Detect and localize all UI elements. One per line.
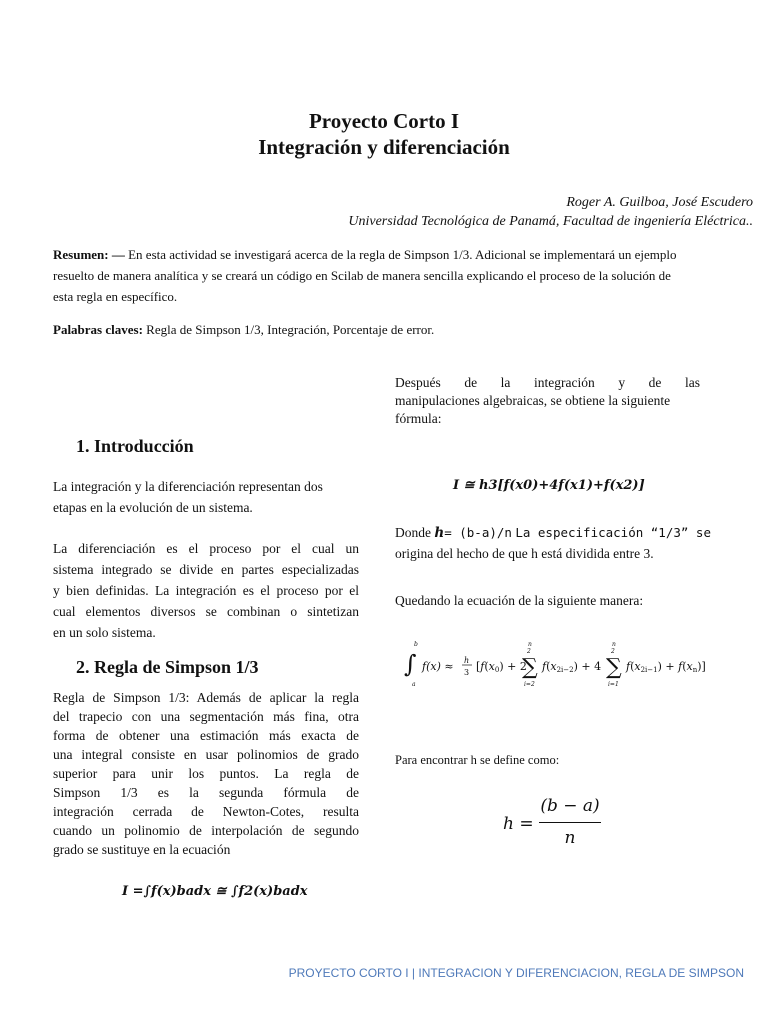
svg-text:2: 2 xyxy=(611,648,615,655)
h-formula xyxy=(503,796,613,852)
abstract-line: resuelto de manera analítica y se creará un código en Scilab de manera sencilla explicando el proceso de la solución de xyxy=(53,268,671,283)
abstract-line: esta regla en específico. xyxy=(53,289,178,304)
text-line: sistema integrado se divide en partes especializadas xyxy=(53,562,359,577)
quedando-text: Quedando la ecuación de la siguiente manera: xyxy=(395,593,644,608)
text-line: La integración y la diferenciación representan dos xyxy=(53,479,323,494)
para-encontrar-h: Para encontrar h se define como: xyxy=(395,753,560,767)
section-heading-simpson: 2. Regla de Simpson 1/3 xyxy=(76,657,259,677)
equation-integral-approx: I =∫f(x)badx ≅ ∫f2(x)badx xyxy=(122,884,308,899)
text-line: en un solo sistema. xyxy=(53,625,156,640)
fraction-bar xyxy=(539,822,601,823)
paper-title-line2: Integración y diferenciación xyxy=(258,135,510,159)
donde-specification: La especificación “1/3” se xyxy=(515,525,711,540)
svg-text:i=1: i=1 xyxy=(608,681,619,688)
text-line: cuando un polinomio de interpolación de segundo xyxy=(53,823,359,838)
section-heading-introduccion: 1. Introducción xyxy=(76,436,194,456)
svg-text:f(x2i−1) + f(xn)]: f(x2i−1) + f(xn)] xyxy=(626,660,706,674)
text-line: La diferenciación es el proceso por el cual un xyxy=(53,541,359,556)
text-line: cual elementos diversos se combinan o sintetizan xyxy=(53,604,359,619)
right-paragraph-1 xyxy=(395,374,700,428)
svg-text:f(x2i−2) + 4: f(x2i−2) + 4 xyxy=(542,660,602,674)
text-line: forma de obtener una estimación más exacta de xyxy=(53,728,359,743)
affiliation: Universidad Tecnológica de Panamá, Facultad de ingeniería Eléctrica.. xyxy=(348,214,753,229)
h-formula-lhs: h = xyxy=(503,814,534,834)
text-line: Simpson 1/3 es la segunda fórmula de xyxy=(53,785,359,800)
svg-text:n: n xyxy=(528,641,532,648)
text-line: manipulaciones algebraicas, se obtiene la siguiente xyxy=(395,393,671,408)
composite-simpson-formula xyxy=(400,634,730,690)
integral-sign: ∫ xyxy=(404,650,417,678)
h-formula-denominator: n xyxy=(564,828,576,848)
svg-text:a: a xyxy=(412,681,416,688)
svg-text:[f(x0) + 2: [f(x0) + 2 xyxy=(476,660,527,674)
keywords xyxy=(53,319,434,340)
donde-h-expression: = (b-a)/n xyxy=(444,525,512,540)
intro-paragraph-1 xyxy=(53,476,359,518)
text-line: una integral consiste en usar polinomios de grado xyxy=(53,747,359,762)
svg-text:h: h xyxy=(464,656,470,665)
paper-title-line1: Proyecto Corto I xyxy=(308,109,460,133)
donde-h-symbol: h xyxy=(434,525,445,541)
text-line: y bien definidas. La integración es el proceso por el xyxy=(53,583,359,598)
keywords-label: Palabras claves: xyxy=(53,322,143,337)
h-formula-numerator: (b − a) xyxy=(540,796,600,816)
svg-text:3: 3 xyxy=(464,668,470,677)
abstract-label: Resumen: — xyxy=(53,247,125,262)
text-line: Regla de Simpson 1/3: Además de aplicar la regla xyxy=(53,690,359,705)
text-line: etapas en la evolución de un sistema. xyxy=(53,500,253,515)
abstract xyxy=(53,244,743,307)
intro-paragraph-2 xyxy=(53,538,359,643)
svg-text:f(x) ≈: f(x) ≈ xyxy=(422,660,454,673)
donde-line-2: origina del hecho de que h está dividida entre 3. xyxy=(395,546,654,561)
sum-sign: ∑ xyxy=(606,655,622,680)
text-line: superior para unir los puntos. La regla de xyxy=(53,766,359,781)
abstract-line: En esta actividad se investigará acerca de la regla de Simpson 1/3. Adicional se implementará un ejemplo xyxy=(128,247,677,262)
keywords-text: Regla de Simpson 1/3, Integración, Porcentaje de error. xyxy=(146,322,435,337)
svg-text:2: 2 xyxy=(527,648,531,655)
sum-sign: ∑ xyxy=(522,655,538,680)
page-footer: PROYECTO CORTO I | INTEGRACION Y DIFERENCIACION, REGLA DE SIMPSON xyxy=(288,966,744,980)
simpson-paragraph xyxy=(53,688,359,859)
equation-simpson-basic: I ≅ h3[f(x0)+4f(x1)+f(x2)] xyxy=(453,478,645,493)
donde-line xyxy=(395,522,711,544)
authors: Roger A. Guilboa, José Escudero xyxy=(566,195,753,210)
svg-text:b: b xyxy=(414,641,418,648)
text-line: del trapecio con una segmentación más fina, otra xyxy=(53,709,359,724)
svg-text:i=2: i=2 xyxy=(524,681,535,688)
donde-label: Donde xyxy=(395,525,431,540)
svg-text:n: n xyxy=(612,641,616,648)
text-line: fórmula: xyxy=(395,411,442,426)
text-line: integración cerrada de Newton-Cotes, resulta xyxy=(53,804,359,819)
text-line: grado se sustituye en la ecuación xyxy=(53,842,231,857)
text-line: Después de la integración y de las xyxy=(395,375,700,390)
